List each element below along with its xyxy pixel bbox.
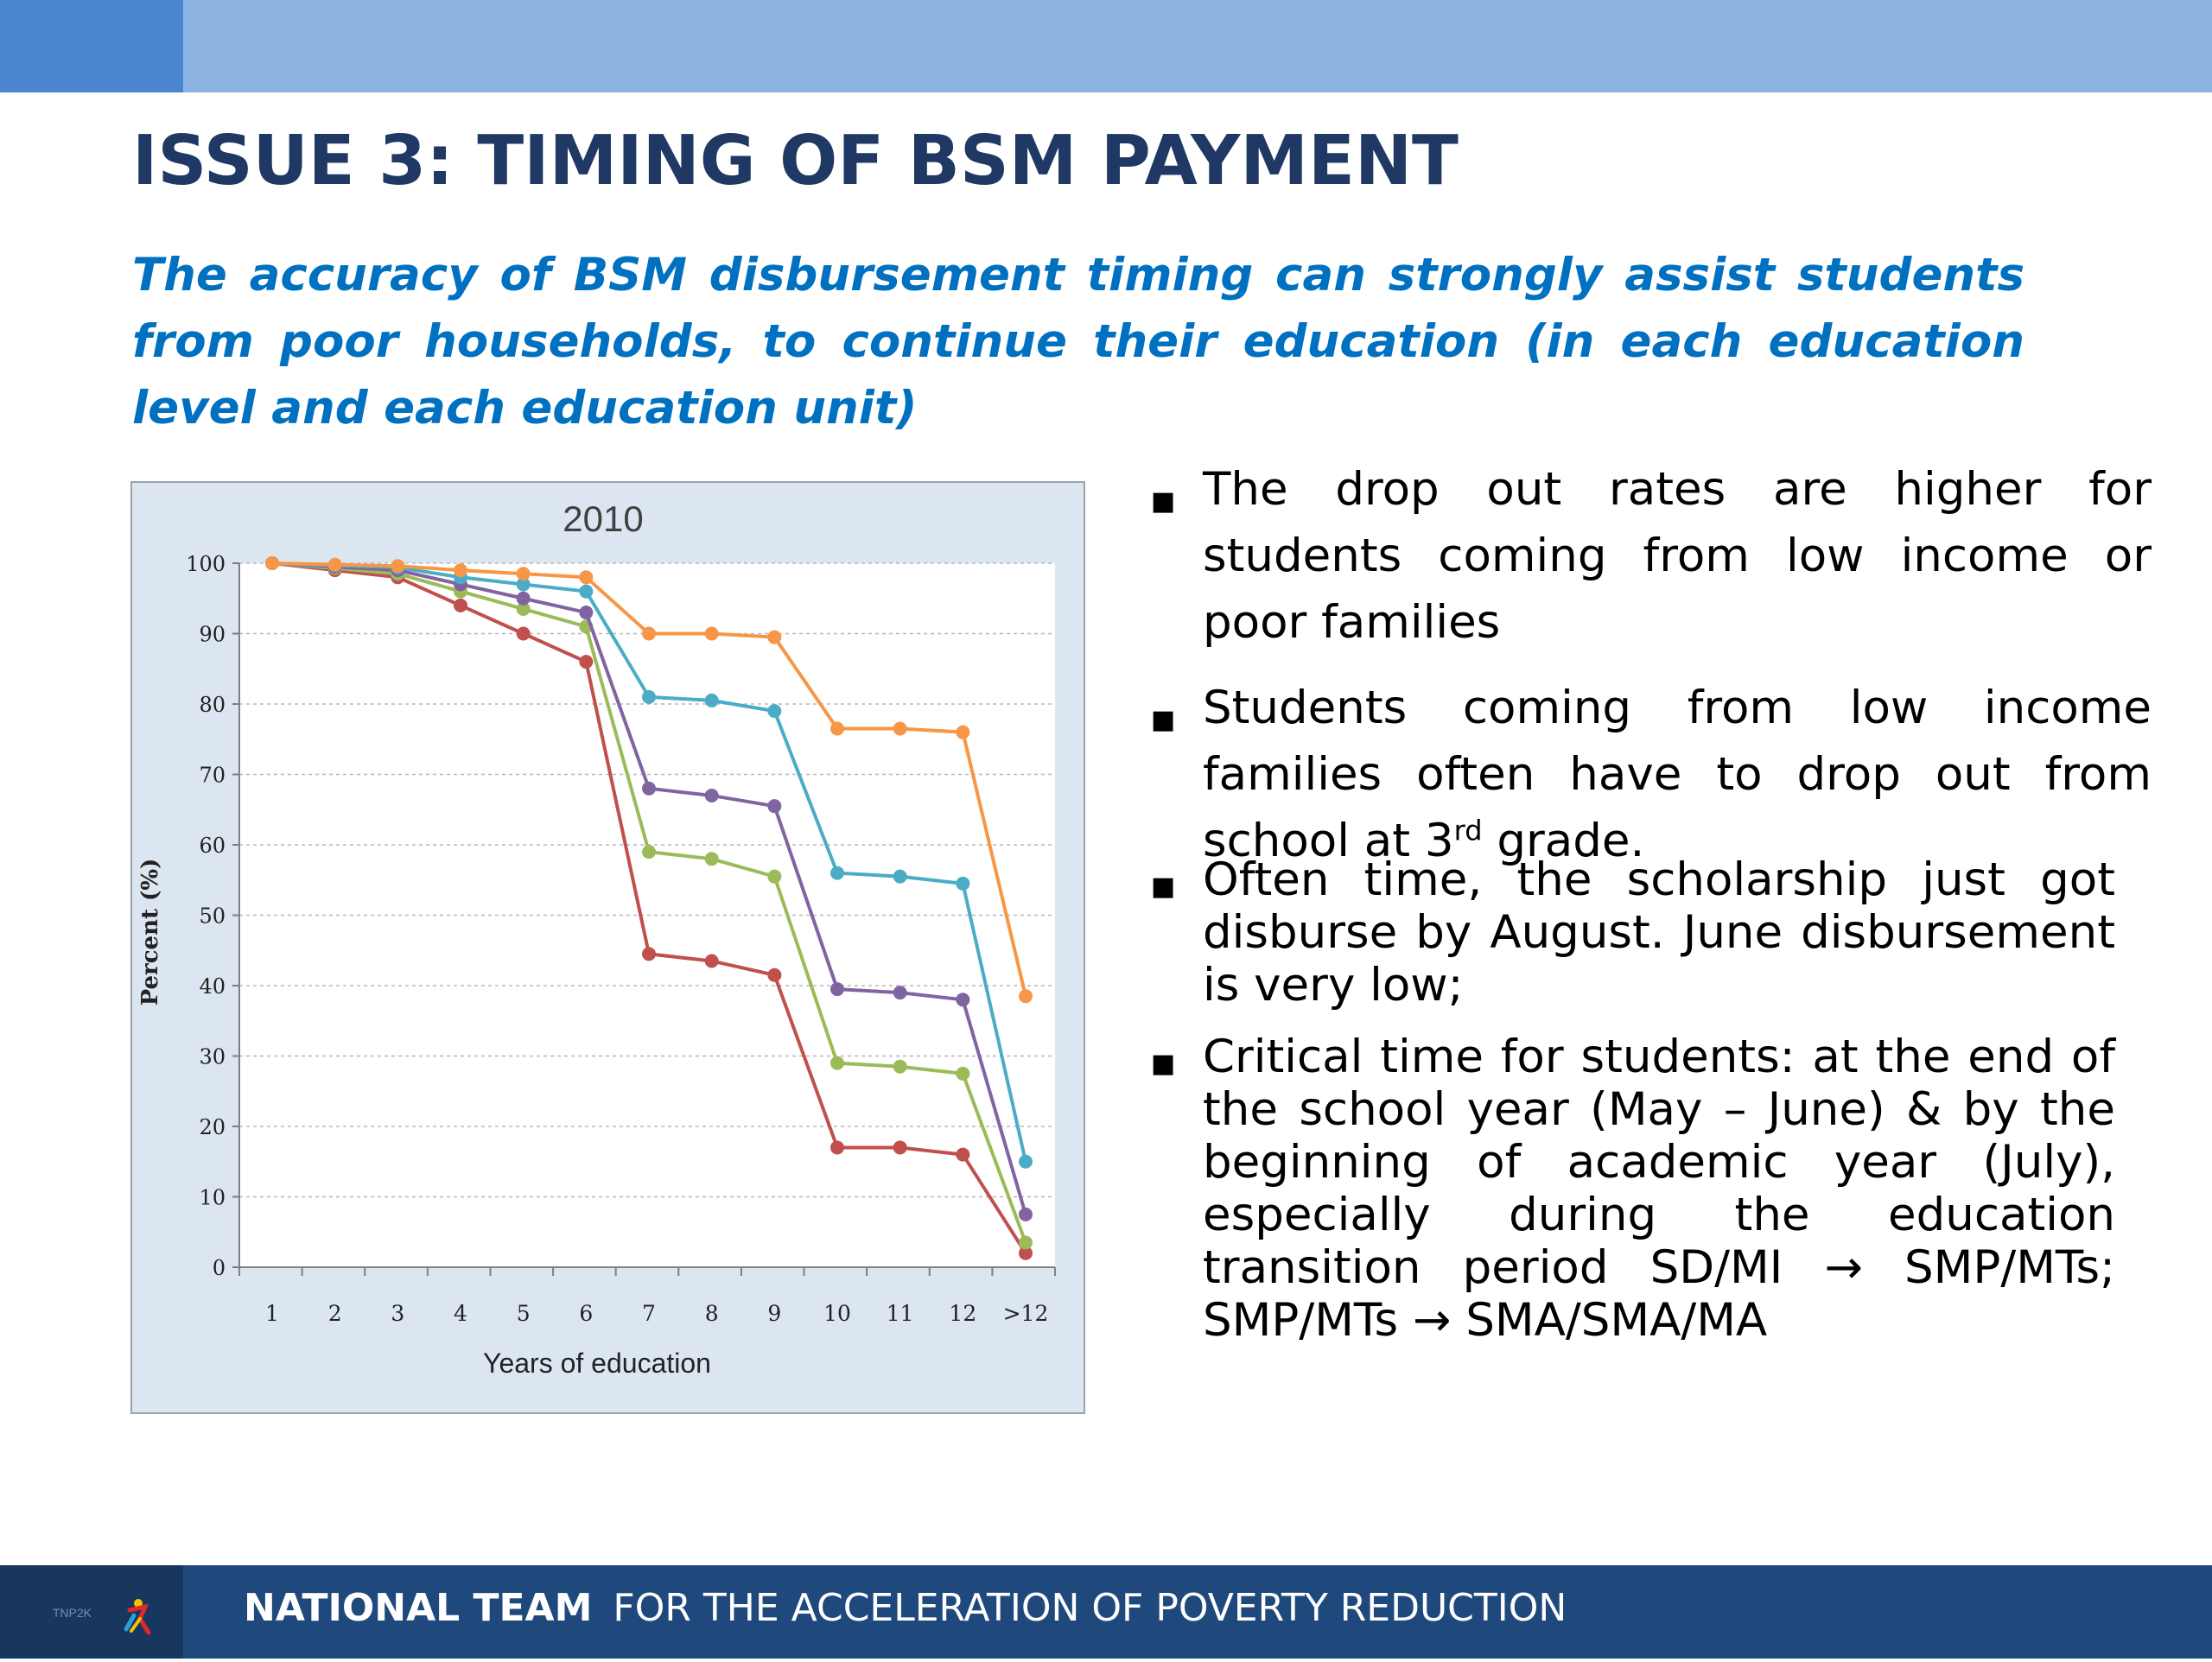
y-tick-label: 100 xyxy=(186,552,226,576)
x-tick-label: 10 xyxy=(823,1301,851,1326)
data-point xyxy=(705,852,719,866)
chart-svg xyxy=(132,483,1084,1412)
bullet-item-critical-time xyxy=(1151,1031,2115,1347)
y-tick-label: 60 xyxy=(199,834,226,858)
bullet-list-bottom xyxy=(1151,853,2115,1366)
data-point xyxy=(642,845,656,859)
data-point xyxy=(830,982,844,996)
data-point xyxy=(956,1067,969,1081)
x-tick-label: 12 xyxy=(949,1301,977,1326)
footer-normal-text: FOR THE ACCELERATION OF POVERTY REDUCTION xyxy=(613,1586,1567,1630)
bullet-item-third-grade xyxy=(1151,675,2152,874)
bullet-text: Students coming from low income families often have to drop out from school at 3 xyxy=(1203,682,2152,867)
data-point xyxy=(1019,1155,1033,1169)
y-tick-label: 90 xyxy=(199,622,226,647)
data-point xyxy=(830,1140,844,1154)
data-point xyxy=(705,694,719,707)
bullet-item-disbursement xyxy=(1151,853,2115,1012)
x-tick-label: >12 xyxy=(1002,1301,1049,1326)
x-tick-label: 8 xyxy=(704,1301,719,1326)
footer-bold-text: NATIONAL TEAM xyxy=(244,1586,593,1630)
data-point xyxy=(767,870,781,884)
data-point xyxy=(454,599,467,612)
x-tick-label: 7 xyxy=(642,1301,656,1326)
data-point xyxy=(893,1140,907,1154)
y-axis-label: Percent (%) xyxy=(137,858,163,1006)
data-point xyxy=(767,799,781,813)
data-point xyxy=(893,1060,907,1074)
bullet-square-icon: ■ xyxy=(1151,1049,1176,1079)
y-tick-label: 0 xyxy=(212,1256,226,1280)
x-tick-label: 2 xyxy=(327,1301,342,1326)
data-point xyxy=(391,559,404,573)
data-point xyxy=(642,782,656,796)
bullet-list-top xyxy=(1151,456,2152,893)
y-tick-label: 20 xyxy=(199,1115,226,1139)
x-tick-label: 3 xyxy=(391,1301,405,1326)
x-axis-label: Years of education xyxy=(483,1348,711,1379)
x-tick-label: 6 xyxy=(579,1301,594,1326)
data-point xyxy=(642,690,656,704)
data-point xyxy=(956,726,969,739)
data-point xyxy=(705,789,719,802)
bullet-text: The drop out rates are higher for students coming from low income or poor families xyxy=(1203,463,2152,649)
data-point xyxy=(893,870,907,884)
y-tick-label: 30 xyxy=(199,1044,226,1069)
top-header-band xyxy=(0,0,2212,92)
data-point xyxy=(705,954,719,967)
data-point xyxy=(767,704,781,718)
slide-title: ISSUE 3: TIMING OF BSM PAYMENT xyxy=(132,121,1459,200)
bullet-superscript: rd xyxy=(1453,814,1483,847)
data-point xyxy=(517,592,531,606)
logo-text: TNP2K xyxy=(52,1606,92,1620)
data-point xyxy=(579,585,593,599)
data-point xyxy=(956,1148,969,1162)
data-point xyxy=(956,993,969,1006)
slide-subtitle: The accuracy of BSM disbursement timing can strongly assist students from poor households, to continue their education (in each education level and each education unit) xyxy=(132,249,2024,435)
data-point xyxy=(579,570,593,584)
data-point xyxy=(328,558,342,572)
y-tick-label: 70 xyxy=(199,763,226,788)
bullet-square-icon: ■ xyxy=(1151,705,1176,735)
chart-title: 2010 xyxy=(563,498,644,539)
data-point xyxy=(830,866,844,880)
data-point xyxy=(517,627,531,641)
data-point xyxy=(956,877,969,891)
x-tick-label: 9 xyxy=(767,1301,782,1326)
data-point xyxy=(767,968,781,982)
bullet-square-icon: ■ xyxy=(1151,486,1176,517)
bullet-text: Critical time for students: at the end of the school year (May – June) & by the beginning of academic year (July), especially during the education transition period SD/MI → SMP/MTs; SMP/MTs → SMA/SMA/MA xyxy=(1203,1031,2115,1347)
bullet-text: Often time, the scholarship just got disburse by August. June disbursement is very low; xyxy=(1203,853,2115,1012)
bullet-text-end: grade. xyxy=(1482,815,1645,867)
y-tick-label: 80 xyxy=(199,693,226,717)
data-point xyxy=(1019,989,1033,1003)
data-point xyxy=(1019,1208,1033,1221)
x-tick-label: 1 xyxy=(265,1301,279,1326)
data-point xyxy=(517,567,531,580)
data-point xyxy=(705,627,719,641)
data-point xyxy=(265,556,279,570)
x-tick-label: 5 xyxy=(516,1301,531,1326)
data-point xyxy=(1019,1235,1033,1249)
y-tick-label: 50 xyxy=(199,904,226,929)
top-header-accent-block xyxy=(0,0,183,92)
bullet-item-dropout-rates xyxy=(1151,456,2152,656)
data-point xyxy=(642,627,656,641)
footer-logo xyxy=(0,1565,183,1659)
data-point xyxy=(830,722,844,736)
footer-bar xyxy=(0,1565,2212,1659)
bullet-square-icon: ■ xyxy=(1151,872,1176,902)
x-tick-label: 11 xyxy=(886,1301,914,1326)
y-tick-label: 10 xyxy=(199,1185,226,1210)
footer-text xyxy=(244,1586,1567,1630)
data-point xyxy=(767,631,781,644)
data-point xyxy=(579,606,593,619)
data-point xyxy=(642,947,656,961)
data-point xyxy=(579,655,593,669)
data-point xyxy=(454,563,467,577)
data-point xyxy=(830,1056,844,1070)
dropout-chart xyxy=(130,481,1085,1414)
y-tick-label: 40 xyxy=(199,974,226,999)
x-tick-label: 4 xyxy=(454,1301,467,1326)
tnp2k-logo-icon xyxy=(0,1565,183,1659)
data-point xyxy=(893,722,907,736)
data-point xyxy=(893,986,907,999)
